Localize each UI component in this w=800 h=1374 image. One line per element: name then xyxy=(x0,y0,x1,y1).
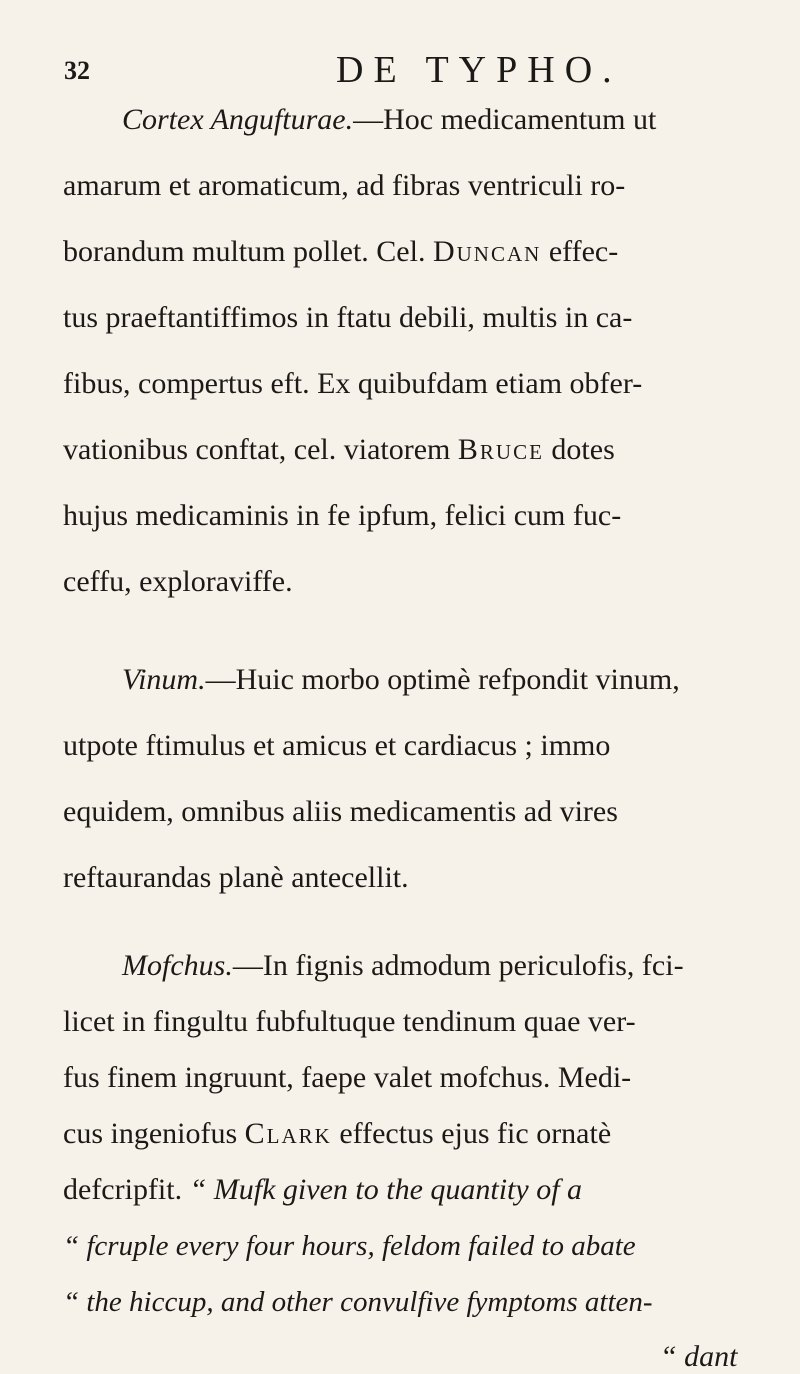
text-span: effectus ejus fic ornatè xyxy=(331,1117,612,1150)
text-line xyxy=(63,1116,611,1152)
running-head: DE TYPHO. xyxy=(336,49,622,91)
page-header xyxy=(64,48,740,94)
author-name: Clark xyxy=(244,1117,332,1150)
text-line: fus finem ingruunt, faepe valet mofchus. Medi- xyxy=(63,1061,632,1094)
quotation: “ Mufk given to the quantity of a xyxy=(189,1173,583,1206)
text-line: equidem, omnibus aliis medicamentis ad vires xyxy=(63,795,618,828)
catchword: “ dant xyxy=(660,1340,738,1373)
text-line: hujus medicaminis in fe ipfum, felici cum fuc- xyxy=(63,499,622,532)
text-line: tus praeftantiffimos in ftatu debili, multis in ca- xyxy=(63,301,633,334)
text-line: reftaurandas planè antecellit. xyxy=(63,861,409,894)
page-number: 32 xyxy=(64,56,90,85)
text-span: effec- xyxy=(541,235,619,268)
text-line xyxy=(122,662,680,698)
text-line xyxy=(63,234,618,270)
text-span: dotes xyxy=(543,433,615,466)
text-line xyxy=(63,432,615,468)
text-line xyxy=(122,102,656,138)
text-line: utpote ftimulus et amicus et cardiacus ; immo xyxy=(63,729,611,762)
text-span: cus ingeniofus xyxy=(63,1117,245,1150)
section-heading: Cortex Angufturae. xyxy=(122,103,354,136)
quotation-line: “ the hiccup, and other convulfive fymptoms atten- xyxy=(63,1286,653,1318)
text-span: defcripfit. xyxy=(63,1173,190,1206)
text-line xyxy=(122,948,684,984)
quotation-line: “ fcruple every four hours, feldom failed to abate xyxy=(63,1230,636,1262)
author-name: Duncan xyxy=(432,235,542,268)
text-span: vationibus conftat, cel. viatorem xyxy=(63,433,458,466)
section-heading: Vinum. xyxy=(122,663,206,696)
text-span: —Hoc medicamentum ut xyxy=(353,103,657,136)
text-span: —In fignis admodum periculofis, fci- xyxy=(232,949,684,982)
section-heading: Mofchus. xyxy=(122,949,233,982)
text-line xyxy=(63,1172,582,1208)
author-name: Bruce xyxy=(457,433,544,466)
text-line: ceffu, exploraviffe. xyxy=(63,565,293,598)
text-span: borandum multum pollet. Cel. xyxy=(63,235,433,268)
text-line: licet in fingultu fubfultuque tendinum quae ver- xyxy=(63,1005,636,1038)
text-line: fibus, compertus eft. Ex quibufdam etiam obfer- xyxy=(63,367,643,400)
text-line: amarum et aromaticum, ad fibras ventriculi ro- xyxy=(63,169,626,202)
text-span: —Huic morbo optimè refpondit vinum, xyxy=(205,663,680,696)
